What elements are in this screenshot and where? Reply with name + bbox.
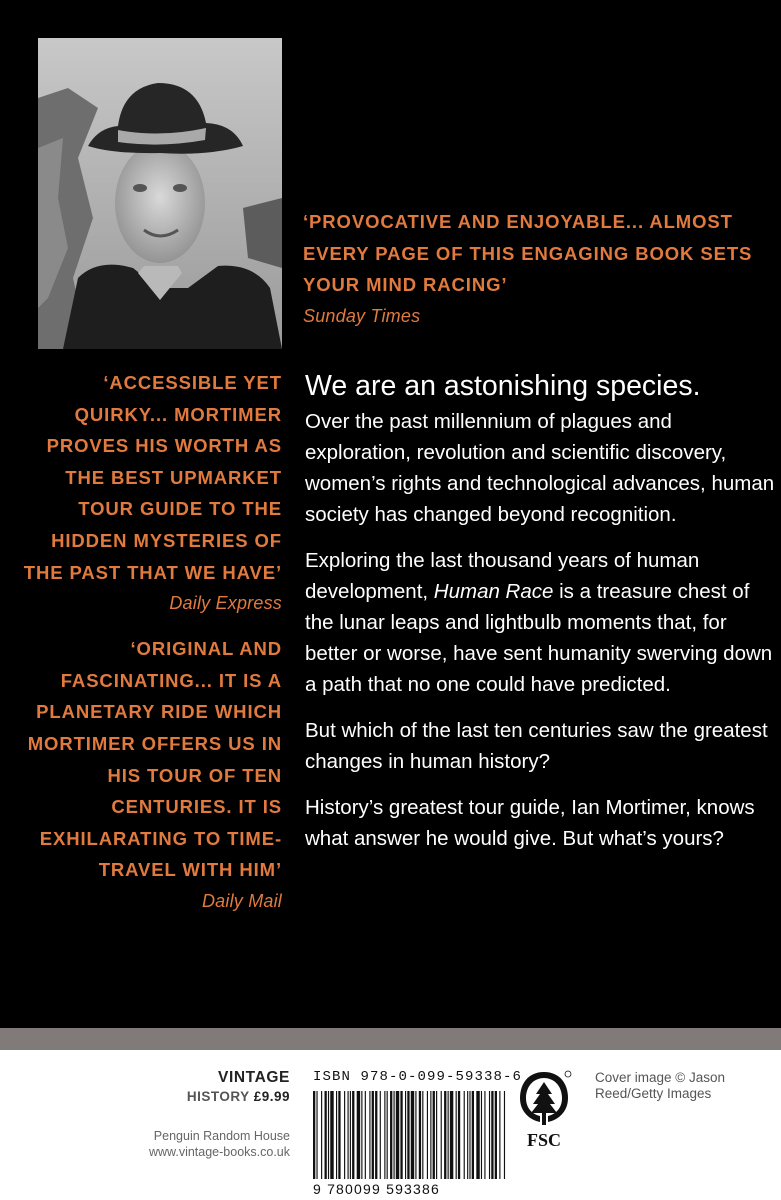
divider-band — [0, 1028, 781, 1050]
barcode-bar — [400, 1091, 402, 1179]
barcode-bar — [396, 1091, 399, 1179]
barcode-bar — [472, 1091, 474, 1179]
barcode-bar — [464, 1091, 465, 1179]
barcode-bar — [338, 1091, 340, 1179]
barcode-bar — [390, 1091, 392, 1179]
barcode-bar — [394, 1091, 395, 1179]
isbn-label: ISBN 978-0-099-59338-6 — [313, 1069, 523, 1085]
barcode-bar — [476, 1091, 479, 1179]
barcode-bar — [433, 1091, 435, 1179]
barcode-bar — [491, 1091, 493, 1179]
barcode-bar — [365, 1091, 366, 1179]
barcode-bar — [430, 1091, 431, 1179]
fsc-label: FSC — [526, 1130, 562, 1150]
barcode-bar — [380, 1091, 381, 1179]
barcode-bar — [456, 1091, 457, 1179]
blurb-headline: We are an astonishing species. — [305, 370, 701, 402]
barcode-bar — [336, 1091, 337, 1179]
barcode-bar — [444, 1091, 446, 1179]
barcode-bar — [450, 1091, 453, 1179]
back-cover-footer — [0, 1050, 781, 1200]
barcode-number: 9 780099 593386 — [313, 1181, 440, 1197]
blurb-paragraph-3: But which of the last ten centuries saw the greatest changes in human history? — [305, 719, 768, 773]
imprint-name: VINTAGE — [218, 1069, 290, 1086]
category-price — [187, 1087, 290, 1106]
top-review-quote — [303, 206, 753, 331]
blurb-paragraph-4: History’s greatest tour guide, Ian Mortimer, knows what answer he would give. But what’s yours? — [305, 796, 755, 850]
barcode-bar — [427, 1091, 428, 1179]
fsc-tree-logo-icon — [514, 1068, 574, 1152]
left-review-column — [20, 367, 282, 916]
barcode-bar — [484, 1091, 485, 1179]
barcode-bar — [350, 1091, 351, 1179]
imprint-block — [187, 1068, 290, 1106]
barcode-bar — [369, 1091, 370, 1179]
barcode-bar — [405, 1091, 406, 1179]
barcode-bar — [321, 1091, 322, 1179]
barcode-bar — [436, 1091, 437, 1179]
barcode-bar — [419, 1091, 421, 1179]
top-quote-source: Sunday Times — [303, 305, 421, 326]
review-source-mail: Daily Mail — [201, 890, 282, 911]
barcode-bar — [422, 1091, 423, 1179]
book-blurb — [305, 366, 775, 869]
review-source-express: Daily Express — [169, 593, 282, 614]
barcode-bar — [325, 1091, 327, 1179]
barcode-bar — [415, 1091, 416, 1179]
top-quote-text: ‘PROVOCATIVE AND ENJOYABLE... ALMOST EVERY PAGE OF THIS ENGAGING BOOK SETS YOUR MIND RACING’ — [303, 211, 753, 295]
barcode-bar — [328, 1091, 329, 1179]
barcode-bar — [467, 1091, 468, 1179]
blurb-paragraph-1: Over the past millennium of plagues and exploration, revolution and scientific discovery, women’s rights and technological advances, human society has changed beyond recognition. — [305, 410, 775, 526]
barcode-bar — [361, 1091, 362, 1179]
barcode-bar — [344, 1091, 345, 1179]
author-portrait-icon — [38, 38, 282, 349]
blurb-paragraph-2: Exploring the last thousand years of human development, Human Race is a treasure chest of the lunar leaps and lightbulb moments that, for better or worse, have sent humanity swerving down a path that no one could have predicted. — [305, 549, 773, 696]
barcode-bar — [384, 1091, 385, 1179]
price-label: £9.99 — [253, 1089, 290, 1104]
barcode-bar — [387, 1091, 388, 1179]
barcode-bar — [352, 1091, 354, 1179]
barcode-bar — [411, 1091, 414, 1179]
barcode-bar — [330, 1091, 333, 1179]
barcode-bar — [504, 1091, 505, 1179]
barcode-bar — [458, 1091, 460, 1179]
barcode-bar — [372, 1091, 374, 1179]
barcode-icon — [313, 1091, 506, 1179]
barcode-bar — [316, 1091, 317, 1179]
cover-credit: Cover image © Jason Reed/Getty Images — [595, 1070, 726, 1101]
barcode-bar — [495, 1091, 497, 1179]
barcode-bar — [441, 1091, 442, 1179]
barcode-bar — [469, 1091, 470, 1179]
publisher-name: Penguin Random House — [153, 1129, 290, 1143]
review-quote-express: ‘ACCESSIBLE YET QUIRKY... MORTIMER PROVES HIS WORTH AS THE BEST UPMARKET TOUR GUIDE TO THE HIDDEN MYSTERIES OF THE PAST THAT WE HAVE’ — [23, 372, 282, 583]
category-label: HISTORY — [186, 1089, 250, 1104]
barcode-bar — [348, 1091, 349, 1179]
barcode-bar — [481, 1091, 482, 1179]
barcode-bar — [375, 1091, 377, 1179]
barcode-bar — [499, 1091, 500, 1179]
book-title: Human Race — [433, 580, 554, 603]
barcode-bar — [489, 1091, 490, 1179]
author-photo — [38, 38, 282, 349]
barcode-bar — [313, 1091, 315, 1179]
publisher-block — [149, 1128, 290, 1160]
barcode-bar — [407, 1091, 409, 1179]
barcode-bar — [357, 1091, 360, 1179]
review-quote-mail: ‘ORIGINAL AND FASCINATING... IT IS A PLANETARY RIDE WHICH MORTIMER OFFERS US IN HIS TOUR OF TEN CENTURIES. IT IS EXHILARATING TO TIME-TRAVEL WITH HIM’ — [27, 638, 282, 881]
publisher-website: www.vintage-books.co.uk — [148, 1145, 290, 1159]
barcode-bar — [448, 1091, 449, 1179]
